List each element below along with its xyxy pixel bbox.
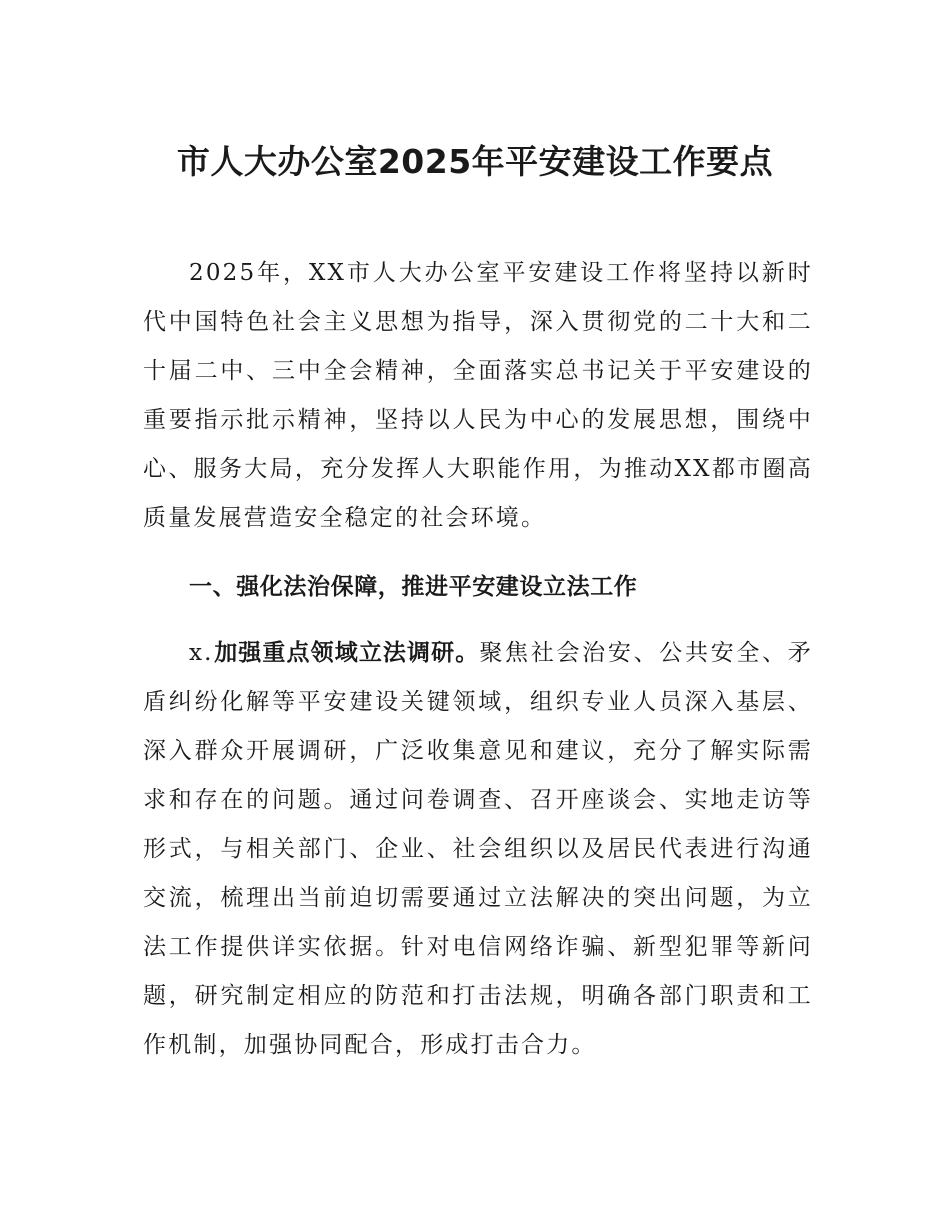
section-item-paragraph [143, 629, 813, 1070]
document-title: 市人大办公室2025年平安建设工作要点 [176, 142, 774, 182]
item-body-text: 聚焦社会治安、公共安全、矛盾纠纷化解等平安建设关键领域，组织专业人员深入基层、深入群众开展调研，广泛收集意见和建议，充分了解实际需求和存在的问题。通过问卷调查、召开座谈会、实地走访等形式，与相关部门、企业、社会组织以及居民代表进行沟通交流，梳理出当前迫切需要通过立法解决的突出问题，为立法工作提供详实依据。针对电信网络诈骗、新型犯罪等新问题，研究制定相应的防范和打击法规，明确各部门职责和工作机制，加强协同配合，形成打击合力。 [143, 640, 813, 1058]
item-marker: x. [189, 640, 214, 666]
intro-paragraph: 2025年，XX市人大办公室平安建设工作将坚持以新时代中国特色社会主义思想为指导，深入贯彻党的二十大和二十届二中、三中全会精神，全面落实总书记关于平安建设的重要指示批示精神，坚持以人民为中心的发展思想，围绕中心、服务大局，充分发挥人大职能作用，为推动XX都市圈高质量发展营造安全稳定的社会环境。 [143, 260, 813, 531]
item-lead-sentence: 加强重点领域立法调研。 [213, 640, 480, 666]
section-heading: 一、强化法治保障，推进平安建设立法工作 [189, 574, 638, 600]
